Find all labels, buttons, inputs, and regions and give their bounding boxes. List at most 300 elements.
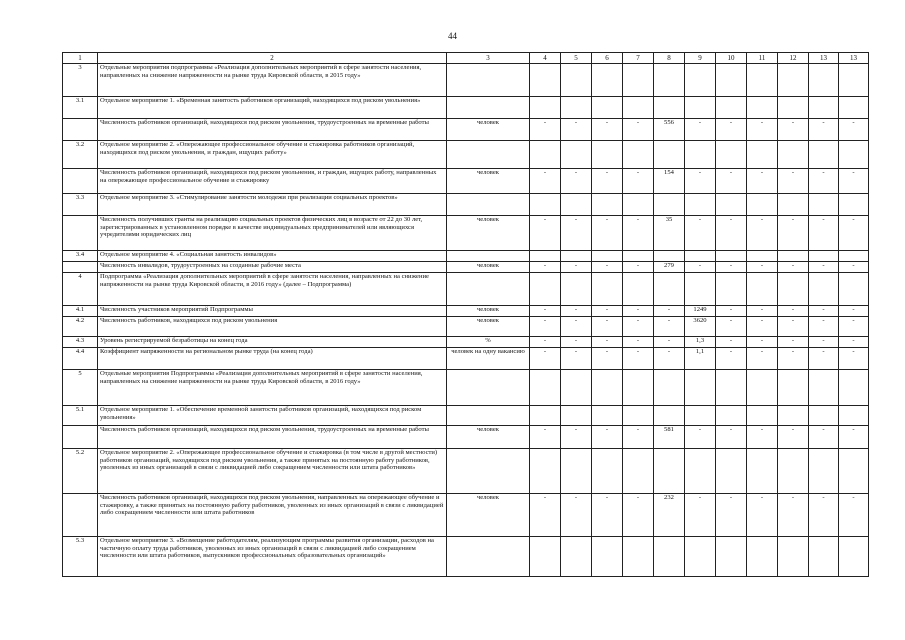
row-value-cell [716, 273, 747, 306]
row-value-cell [685, 370, 716, 406]
row-value-cell [592, 273, 623, 306]
row-value-cell [623, 251, 654, 262]
row-value-cell [530, 370, 561, 406]
column-number-header: 2 [98, 53, 447, 64]
row-value-cell: - [561, 306, 592, 317]
row-unit-cell [447, 64, 530, 97]
row-value-cell [530, 194, 561, 216]
row-unit-cell [447, 406, 530, 426]
row-value-cell [592, 251, 623, 262]
row-number-cell: 4.1 [63, 306, 98, 317]
row-value-cell [654, 64, 685, 97]
row-value-cell [654, 273, 685, 306]
row-value-cell: - [623, 216, 654, 251]
row-value-cell: - [839, 262, 869, 273]
row-number-cell [63, 494, 98, 537]
row-value-cell: - [592, 426, 623, 449]
row-value-cell: - [623, 426, 654, 449]
row-number-cell: 3.1 [63, 97, 98, 119]
row-value-cell: - [839, 337, 869, 348]
row-value-cell: - [530, 317, 561, 337]
row-value-cell: - [809, 348, 839, 370]
row-value-cell: - [654, 306, 685, 317]
row-value-cell [685, 406, 716, 426]
row-value-cell [839, 251, 869, 262]
row-value-cell [623, 406, 654, 426]
row-value-cell [592, 194, 623, 216]
row-description-cell: Отдельное мероприятие 3. «Стимулирование занятости молодежи при реализации социальных проектов» [98, 194, 447, 216]
table-row [63, 194, 869, 216]
row-value-cell [809, 370, 839, 406]
row-description-cell: Подпрограмма «Реализация дополнительных мероприятий в сфере занятости населения, направленных на снижение напряженности на рынке труда Кировской области, в 2016 году» (далее – Подпрограмма) [98, 273, 447, 306]
table-row [63, 273, 869, 306]
row-value-cell [747, 194, 778, 216]
row-number-cell: 5 [63, 370, 98, 406]
row-description-cell: Отдельное мероприятие 1. «Временная занятость работников организаций, находящихся под риском увольнения» [98, 97, 447, 119]
row-value-cell [561, 406, 592, 426]
row-value-cell: - [839, 494, 869, 537]
column-number-header: 7 [623, 53, 654, 64]
row-value-cell: - [592, 169, 623, 194]
column-number-header: 12 [778, 53, 809, 64]
row-number-cell: 4.4 [63, 348, 98, 370]
row-value-cell [561, 273, 592, 306]
row-value-cell [778, 251, 809, 262]
row-value-cell: - [530, 348, 561, 370]
row-value-cell [530, 64, 561, 97]
row-value-cell: - [561, 119, 592, 141]
row-value-cell: - [747, 119, 778, 141]
table-row [63, 348, 869, 370]
row-description-cell: Отдельные мероприятия Подпрограммы «Реализация дополнительных мероприятий в сфере занятости населения, направленных на снижение напряженности на рынке труда Кировской области, в 2016 году» [98, 370, 447, 406]
row-value-cell [685, 251, 716, 262]
row-value-cell [654, 141, 685, 169]
row-value-cell: - [530, 494, 561, 537]
row-value-cell: - [778, 337, 809, 348]
row-value-cell [592, 64, 623, 97]
row-value-cell [809, 537, 839, 577]
row-value-cell [778, 97, 809, 119]
table-row [63, 262, 869, 273]
row-value-cell [685, 449, 716, 494]
row-value-cell [561, 537, 592, 577]
row-value-cell [561, 370, 592, 406]
row-value-cell [839, 194, 869, 216]
row-value-cell [716, 370, 747, 406]
row-unit-cell [447, 449, 530, 494]
row-value-cell [623, 370, 654, 406]
row-value-cell [561, 97, 592, 119]
row-description-cell: Численность участников мероприятий Подпрограммы [98, 306, 447, 317]
column-number-header: 10 [716, 53, 747, 64]
row-value-cell: - [716, 262, 747, 273]
column-number-header: 4 [530, 53, 561, 64]
row-value-cell [747, 406, 778, 426]
indicators-table-wrapper [62, 52, 858, 577]
row-value-cell [685, 64, 716, 97]
row-value-cell: - [623, 317, 654, 337]
row-unit-cell: человек [447, 216, 530, 251]
row-value-cell: - [809, 216, 839, 251]
table-row [63, 97, 869, 119]
row-number-cell: 3.3 [63, 194, 98, 216]
row-value-cell [654, 449, 685, 494]
row-unit-cell [447, 537, 530, 577]
row-value-cell [839, 64, 869, 97]
row-value-cell: - [592, 317, 623, 337]
row-value-cell: 1,1 [685, 348, 716, 370]
column-number-header: 1 [63, 53, 98, 64]
row-value-cell: - [716, 337, 747, 348]
row-value-cell: - [716, 317, 747, 337]
row-value-cell [623, 537, 654, 577]
row-value-cell: - [623, 169, 654, 194]
row-description-cell: Численность работников организаций, находящихся под риском увольнения, трудоустроенных на временные работы [98, 426, 447, 449]
row-value-cell: 279 [654, 262, 685, 273]
row-value-cell: - [530, 426, 561, 449]
row-description-cell: Уровень регистрируемой безработицы на конец года [98, 337, 447, 348]
row-number-cell: 4.2 [63, 317, 98, 337]
column-number-header: 13 [839, 53, 869, 64]
row-value-cell [654, 251, 685, 262]
row-value-cell: 3620 [685, 317, 716, 337]
row-value-cell [716, 194, 747, 216]
row-value-cell [623, 273, 654, 306]
row-value-cell [809, 251, 839, 262]
row-value-cell: - [716, 426, 747, 449]
column-number-header: 6 [592, 53, 623, 64]
row-number-cell: 3.2 [63, 141, 98, 169]
row-unit-cell: % [447, 337, 530, 348]
table-row [63, 494, 869, 537]
row-value-cell: - [592, 337, 623, 348]
row-value-cell: - [839, 169, 869, 194]
row-value-cell [685, 97, 716, 119]
row-description-cell: Отдельное мероприятие 2. «Опережающее профессиональное обучение и стажировка (в том числе в другой местности) работников организаций, находящихся под риском увольнения, а также принятых на постоянную работу работников, уволенных из иных организаций в связи с ликвидацией либо сокращением численности или штата работников» [98, 449, 447, 494]
table-row [63, 337, 869, 348]
row-value-cell: - [809, 119, 839, 141]
row-value-cell: - [809, 426, 839, 449]
row-value-cell: - [839, 317, 869, 337]
row-value-cell [530, 406, 561, 426]
row-value-cell [839, 537, 869, 577]
row-number-cell: 4.3 [63, 337, 98, 348]
row-value-cell: - [685, 262, 716, 273]
column-number-header: 11 [747, 53, 778, 64]
row-value-cell: - [623, 337, 654, 348]
row-value-cell: - [623, 262, 654, 273]
table-row [63, 216, 869, 251]
row-value-cell: - [716, 216, 747, 251]
row-value-cell: - [716, 119, 747, 141]
row-number-cell [63, 262, 98, 273]
table-row [63, 169, 869, 194]
row-description-cell: Отдельное мероприятие 2. «Опережающее профессиональное обучение и стажировка работников организаций, находящихся под риском увольнения, и граждан, ищущих работу» [98, 141, 447, 169]
row-value-cell [747, 370, 778, 406]
indicators-table [62, 52, 869, 577]
row-value-cell: - [747, 337, 778, 348]
row-unit-cell [447, 251, 530, 262]
row-value-cell: - [654, 317, 685, 337]
row-value-cell: - [654, 337, 685, 348]
row-value-cell: - [685, 119, 716, 141]
row-value-cell [839, 141, 869, 169]
row-value-cell [747, 141, 778, 169]
row-value-cell: - [685, 426, 716, 449]
row-value-cell [654, 97, 685, 119]
row-value-cell: - [592, 348, 623, 370]
row-value-cell: - [561, 426, 592, 449]
row-value-cell: - [778, 216, 809, 251]
row-value-cell: - [623, 119, 654, 141]
row-value-cell: - [809, 306, 839, 317]
row-value-cell: 1,3 [685, 337, 716, 348]
row-value-cell: - [747, 306, 778, 317]
row-description-cell: Отдельное мероприятие 4. «Социальная занятость инвалидов» [98, 251, 447, 262]
row-value-cell: - [561, 169, 592, 194]
row-value-cell [530, 97, 561, 119]
row-value-cell: - [747, 169, 778, 194]
row-value-cell: - [839, 216, 869, 251]
row-value-cell: - [839, 119, 869, 141]
row-value-cell: 35 [654, 216, 685, 251]
row-value-cell: - [623, 494, 654, 537]
row-value-cell: - [809, 494, 839, 537]
table-row [63, 119, 869, 141]
row-description-cell: Численность работников, находящихся под риском увольнения [98, 317, 447, 337]
row-value-cell [623, 141, 654, 169]
row-value-cell: - [530, 306, 561, 317]
table-row [63, 317, 869, 337]
row-value-cell: - [592, 494, 623, 537]
row-value-cell [561, 194, 592, 216]
row-value-cell: - [592, 306, 623, 317]
table-row [63, 449, 869, 494]
row-value-cell [561, 449, 592, 494]
row-number-cell: 4 [63, 273, 98, 306]
table-row [63, 537, 869, 577]
row-description-cell: Численность работников организаций, находящихся под риском увольнения, направленных на опережающее обучение и стажировку, а также принятых на постоянную работу работников, уволенных из иных организаций в связи с ликвидацией либо сокращением численности или штата работников [98, 494, 447, 537]
row-number-cell [63, 216, 98, 251]
row-value-cell: - [592, 262, 623, 273]
row-unit-cell [447, 370, 530, 406]
column-number-header: 8 [654, 53, 685, 64]
row-description-cell: Численность работников организаций, находящихся под риском увольнения, и граждан, ищущих работу, направленных на опережающее профессиональное обучение и стажировку [98, 169, 447, 194]
row-value-cell [778, 406, 809, 426]
row-value-cell: - [561, 494, 592, 537]
row-value-cell: - [530, 119, 561, 141]
row-value-cell: - [809, 337, 839, 348]
table-row [63, 426, 869, 449]
row-value-cell: - [839, 348, 869, 370]
row-value-cell: - [778, 426, 809, 449]
row-value-cell [839, 406, 869, 426]
table-row [63, 141, 869, 169]
row-value-cell: - [716, 306, 747, 317]
row-value-cell [809, 97, 839, 119]
row-value-cell [592, 370, 623, 406]
row-value-cell [778, 273, 809, 306]
row-value-cell: - [778, 494, 809, 537]
column-number-header-row [63, 53, 869, 64]
row-value-cell: 556 [654, 119, 685, 141]
row-unit-cell: человек [447, 119, 530, 141]
row-description-cell: Отдельные мероприятия подпрограммы «Реализация дополнительных мероприятий в сфере занятости населения, направленных на снижение напряженности на рынке труда Кировской области, в 2015 году» [98, 64, 447, 97]
column-number-header: 9 [685, 53, 716, 64]
column-number-header: 5 [561, 53, 592, 64]
row-value-cell [685, 537, 716, 577]
row-number-cell [63, 426, 98, 449]
row-value-cell [623, 449, 654, 494]
row-value-cell [561, 251, 592, 262]
row-value-cell [654, 370, 685, 406]
row-number-cell [63, 119, 98, 141]
row-unit-cell: человек [447, 262, 530, 273]
row-value-cell: - [778, 169, 809, 194]
row-value-cell [747, 273, 778, 306]
row-value-cell [592, 141, 623, 169]
row-value-cell [654, 537, 685, 577]
row-number-cell [63, 169, 98, 194]
row-value-cell: - [685, 169, 716, 194]
row-value-cell [716, 97, 747, 119]
row-value-cell [592, 537, 623, 577]
row-value-cell [654, 406, 685, 426]
table-row [63, 406, 869, 426]
row-description-cell: Отдельное мероприятие 3. «Возмещение работодателям, реализующим программы развития организации, расходов на частичную оплату труда работников, уволенных из иных организаций в связи с ликвидацией либо сокращением численности или штата работников, выпускников профессиональных образовательных организаций» [98, 537, 447, 577]
row-unit-cell [447, 141, 530, 169]
row-value-cell [530, 251, 561, 262]
table-row [63, 370, 869, 406]
row-value-cell: - [561, 317, 592, 337]
table-row [63, 306, 869, 317]
row-value-cell: - [747, 262, 778, 273]
row-value-cell [809, 449, 839, 494]
row-value-cell [716, 251, 747, 262]
row-value-cell: - [530, 337, 561, 348]
row-value-cell [747, 449, 778, 494]
row-value-cell [839, 97, 869, 119]
row-value-cell: - [809, 262, 839, 273]
row-value-cell: - [592, 216, 623, 251]
row-value-cell: - [530, 216, 561, 251]
row-value-cell: - [561, 337, 592, 348]
row-value-cell: - [561, 262, 592, 273]
row-value-cell [623, 97, 654, 119]
row-value-cell [809, 406, 839, 426]
row-value-cell [809, 64, 839, 97]
row-value-cell: - [685, 216, 716, 251]
row-value-cell [530, 449, 561, 494]
row-unit-cell: человек [447, 169, 530, 194]
row-value-cell [778, 370, 809, 406]
row-value-cell: 581 [654, 426, 685, 449]
row-value-cell [685, 141, 716, 169]
row-unit-cell: человек [447, 494, 530, 537]
row-value-cell: - [747, 216, 778, 251]
row-value-cell [561, 64, 592, 97]
page-number: 44 [448, 31, 457, 41]
row-description-cell: Численность инвалидов, трудоустроенных на созданные рабочие места [98, 262, 447, 273]
row-value-cell [747, 64, 778, 97]
row-value-cell [839, 449, 869, 494]
row-value-cell [839, 370, 869, 406]
row-value-cell [530, 141, 561, 169]
row-value-cell: - [778, 317, 809, 337]
row-unit-cell [447, 273, 530, 306]
row-value-cell: - [778, 306, 809, 317]
row-value-cell: - [530, 169, 561, 194]
row-value-cell: - [716, 348, 747, 370]
table-body [63, 53, 869, 577]
row-value-cell [716, 537, 747, 577]
row-value-cell: - [530, 262, 561, 273]
row-value-cell: - [809, 169, 839, 194]
row-value-cell [778, 141, 809, 169]
column-number-header: 13 [809, 53, 839, 64]
row-value-cell [592, 97, 623, 119]
row-value-cell [623, 194, 654, 216]
row-unit-cell [447, 194, 530, 216]
row-value-cell: - [561, 216, 592, 251]
row-value-cell [654, 194, 685, 216]
row-value-cell: - [716, 169, 747, 194]
row-value-cell: - [685, 494, 716, 537]
row-value-cell [685, 194, 716, 216]
row-value-cell [778, 449, 809, 494]
row-value-cell: - [839, 426, 869, 449]
row-value-cell: - [623, 348, 654, 370]
row-description-cell: Коэффициент напряженности на региональном рынке труда (на конец года) [98, 348, 447, 370]
row-number-cell: 5.2 [63, 449, 98, 494]
row-value-cell: 1249 [685, 306, 716, 317]
row-value-cell [530, 537, 561, 577]
row-value-cell [747, 251, 778, 262]
row-value-cell: - [747, 494, 778, 537]
row-value-cell [809, 273, 839, 306]
table-row [63, 64, 869, 97]
row-unit-cell: человек [447, 306, 530, 317]
row-value-cell: - [747, 426, 778, 449]
row-unit-cell: человек [447, 426, 530, 449]
row-value-cell [778, 194, 809, 216]
row-value-cell [778, 64, 809, 97]
row-value-cell: - [561, 348, 592, 370]
column-number-header: 3 [447, 53, 530, 64]
row-unit-cell: человек на одну вакансию [447, 348, 530, 370]
row-number-cell: 3 [63, 64, 98, 97]
table-row [63, 251, 869, 262]
row-value-cell [747, 537, 778, 577]
row-value-cell: - [654, 348, 685, 370]
row-value-cell [747, 97, 778, 119]
row-value-cell: - [592, 119, 623, 141]
row-value-cell [778, 537, 809, 577]
row-value-cell [716, 449, 747, 494]
row-number-cell: 5.3 [63, 537, 98, 577]
row-value-cell: - [778, 119, 809, 141]
row-value-cell: 232 [654, 494, 685, 537]
row-value-cell [561, 141, 592, 169]
row-value-cell: - [778, 262, 809, 273]
row-value-cell: - [809, 317, 839, 337]
row-value-cell: - [747, 317, 778, 337]
row-value-cell [809, 194, 839, 216]
row-value-cell: - [778, 348, 809, 370]
row-value-cell: - [623, 306, 654, 317]
row-value-cell [623, 64, 654, 97]
row-value-cell [716, 64, 747, 97]
